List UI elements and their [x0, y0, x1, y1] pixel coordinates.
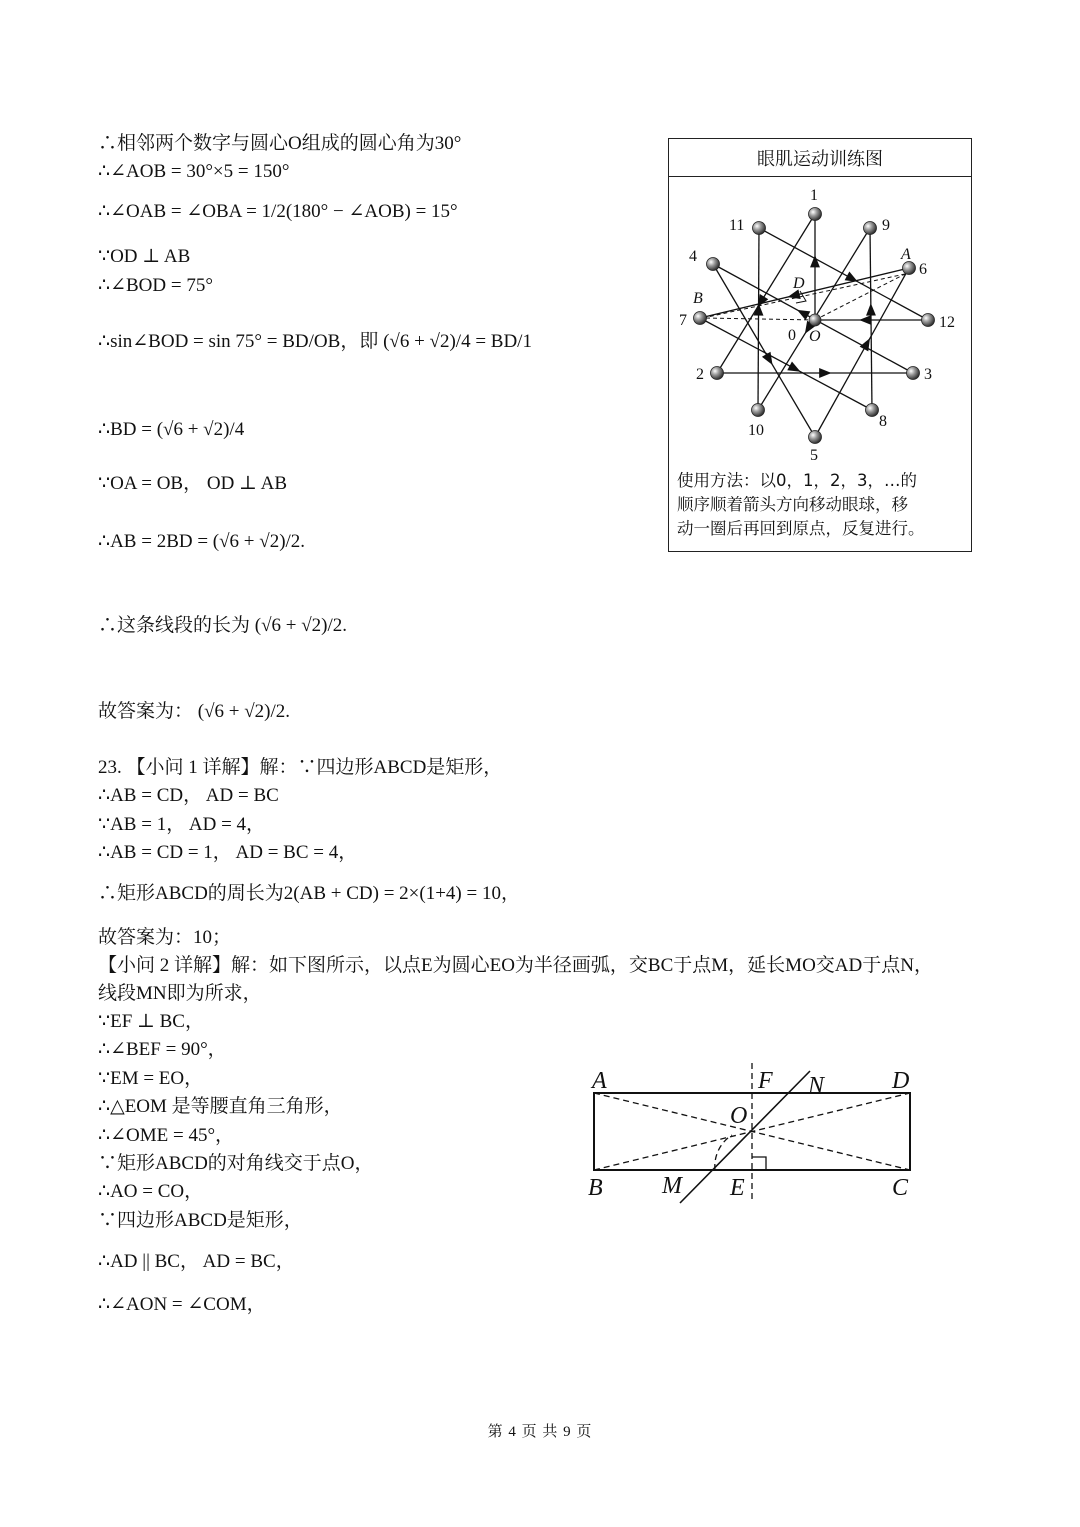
eye-ball-0	[809, 314, 821, 326]
solution-line-17: 故答案为：10；	[98, 927, 232, 948]
eye-ball-1	[809, 208, 822, 221]
eye-number-8: 8	[879, 413, 887, 430]
eye-ball-6	[903, 262, 916, 275]
eye-arrow-3	[797, 307, 810, 319]
solution-line-19: 线段MN即为所求，	[98, 983, 262, 1004]
eye-ball-11	[753, 222, 766, 235]
solution-line-28: ∴AD || BC， AD = BC，	[98, 1251, 295, 1272]
solution-line-5: ∴∠BOD = 75°	[98, 275, 213, 296]
label-n: N	[808, 1073, 825, 1099]
solution-line-20: ∵EF ⊥ BC，	[98, 1011, 204, 1032]
eye-ball-2	[711, 367, 724, 380]
eye-number-3: 3	[924, 366, 932, 383]
solution-line-7: ∴BD = (√6 + √2)/4	[98, 419, 245, 440]
eye-ball-10	[752, 404, 765, 417]
eye-diagram	[669, 177, 971, 469]
eye-number-5: 5	[810, 447, 818, 464]
label-c: C	[892, 1175, 909, 1201]
eye-training-figure	[668, 138, 972, 552]
eye-arrow-12	[861, 316, 871, 324]
right-angle-mark	[752, 1157, 766, 1170]
eye-ball-4	[707, 258, 720, 271]
eye-ball-5	[809, 431, 822, 444]
solution-line-10: ∴这条线段的长为 (√6 + √2)/2.	[98, 615, 348, 636]
eye-number-6: 6	[919, 261, 927, 278]
solution-line-2: ∴∠AOB = 30°×5 = 150°	[98, 161, 290, 182]
label-e: E	[730, 1175, 745, 1201]
eye-number-12: 12	[939, 314, 955, 331]
eye-letter-a: A	[901, 246, 911, 263]
solution-line-26: ∴AO = CO，	[98, 1181, 204, 1202]
eye-number-9: 9	[882, 217, 890, 234]
eye-number-0: 0	[788, 327, 796, 344]
label-f: F	[758, 1068, 773, 1094]
eye-number-11: 11	[729, 217, 745, 234]
label-m: M	[662, 1173, 682, 1199]
eye-ball-3	[907, 367, 920, 380]
eye-number-10: 10	[748, 422, 764, 439]
usage-line-2: 顺序顺着箭头方向移动眼球，移	[677, 495, 908, 514]
line-mn	[680, 1071, 810, 1203]
eye-letter-b: B	[693, 290, 703, 307]
page-footer: 第 4 页 共 9 页	[487, 1424, 593, 1440]
solution-line-24: ∴∠OME = 45°，	[98, 1125, 235, 1146]
eye-arrow-8	[867, 305, 875, 315]
solution-line-1: ∴相邻两个数字与圆心O组成的圆心角为30°	[98, 133, 462, 154]
eye-ball-8	[866, 404, 879, 417]
eye-letter-o: O	[809, 328, 821, 345]
eye-ball-12	[922, 314, 935, 327]
solution-line-12: 23. 【小问 1 详解】解：∵四边形ABCD是矩形，	[98, 757, 503, 778]
eye-ball-7	[694, 312, 707, 325]
solution-line-6: ∴sin∠BOD = sin 75° = BD/OB，即 (√6 + √2)/4 = BD/1	[98, 331, 532, 352]
solution-line-3: ∴∠OAB = ∠OBA = 1/2(180° − ∠AOB) = 15°	[98, 201, 458, 222]
rectangle-figure	[580, 1063, 920, 1213]
eye-arrow-2	[820, 369, 830, 377]
solution-line-16: ∴矩形ABCD的周长为2(AB + CD) = 2×(1+4) = 10，	[98, 883, 520, 904]
eye-figure-title: 眼肌运动训练图	[669, 139, 971, 177]
eye-helper-line-0	[815, 274, 905, 320]
solution-line-23: ∴△EOM 是等腰直角三角形，	[98, 1096, 343, 1117]
label-a: A	[592, 1068, 607, 1094]
usage-line-3: 动一圈后再回到原点，反复进行。	[677, 519, 925, 538]
solution-line-15: ∴AB = CD = 1， AD = BC = 4，	[98, 842, 358, 863]
solution-line-21: ∴∠BEF = 90°，	[98, 1039, 227, 1060]
usage-line-1: 使用方法：以0，1，2，3，…的	[677, 471, 917, 490]
eye-number-1: 1	[810, 187, 818, 204]
solution-line-4: ∵OD ⊥ AB	[98, 246, 191, 267]
solution-line-25: ∵矩形ABCD的对角线交于点O，	[98, 1153, 374, 1174]
solution-line-13: ∴AB = CD， AD = BC	[98, 785, 279, 806]
label-b: B	[588, 1175, 603, 1201]
solution-line-11: 故答案为： (√6 + √2)/2.	[98, 701, 291, 722]
label-d: D	[892, 1068, 910, 1094]
label-o: O	[730, 1103, 748, 1129]
eye-number-4: 4	[689, 248, 697, 265]
eye-arrow-1	[755, 295, 767, 308]
solution-line-29: ∴∠AON = ∠COM，	[98, 1294, 266, 1315]
eye-number-2: 2	[696, 366, 704, 383]
eye-path-11-12	[759, 228, 928, 320]
solution-line-14: ∵AB = 1， AD = 4，	[98, 814, 266, 835]
solution-line-22: ∵EM = EO，	[98, 1068, 204, 1089]
solution-line-9: ∴AB = 2BD = (√6 + √2)/2.	[98, 531, 306, 552]
solution-line-27: ∵四边形ABCD是矩形，	[98, 1210, 303, 1231]
eye-number-7: 7	[679, 312, 687, 329]
eye-letter-d: D	[793, 275, 805, 292]
eye-ball-9	[864, 222, 877, 235]
solution-line-18: 【小问 2 详解】解：如下图所示，以点E为圆心EO为半径画弧，交BC于点M，延长MO交AD于点N，	[98, 955, 933, 976]
solution-line-8: ∵OA = OB， OD ⊥ AB	[98, 473, 287, 494]
eye-usage-text	[677, 469, 967, 541]
